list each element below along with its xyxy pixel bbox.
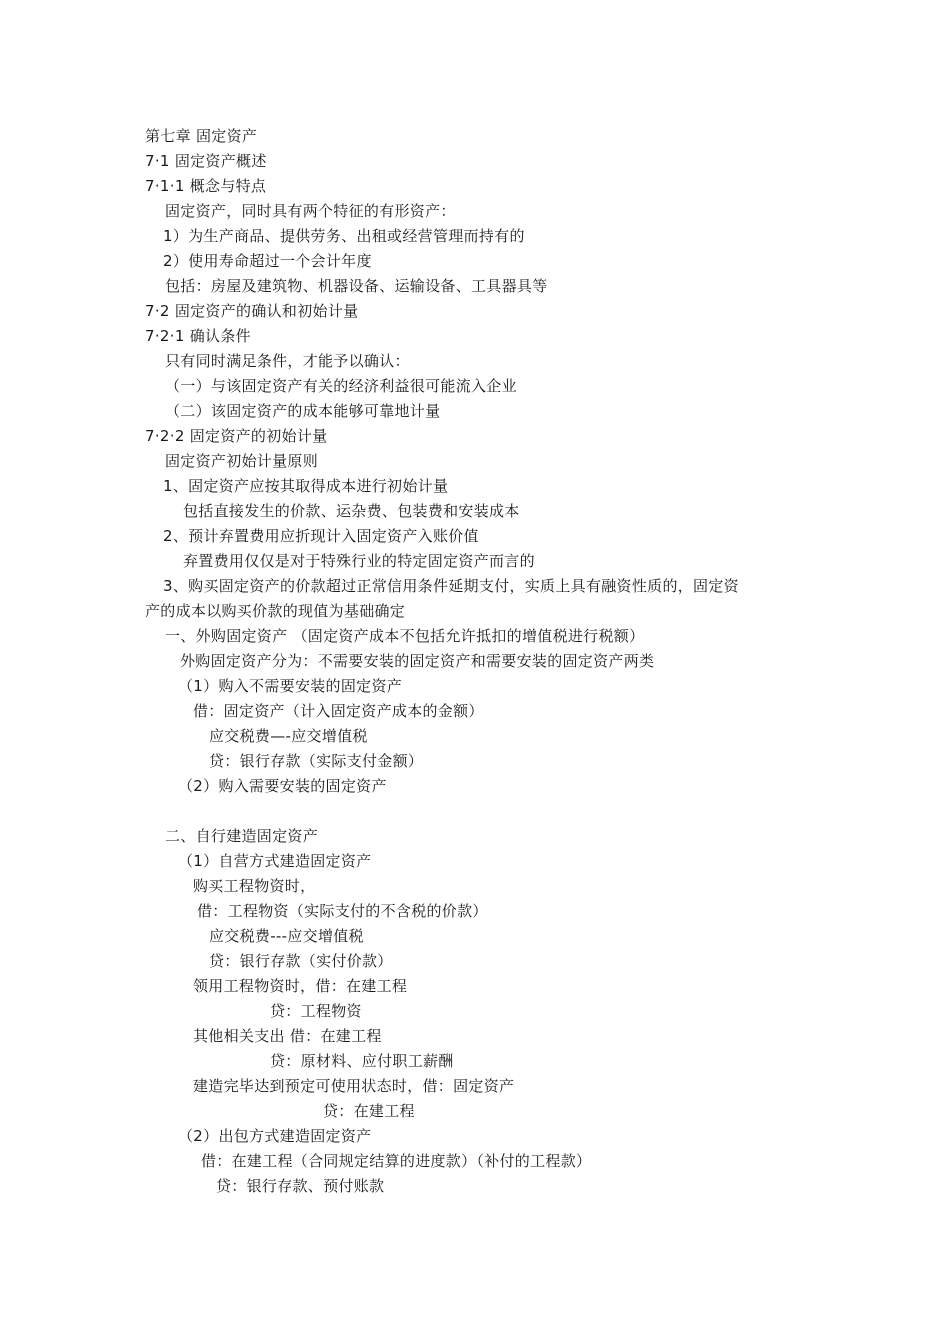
- journal-entry: 领用工程物资时，借：在建工程: [193, 977, 408, 995]
- section-heading: 7·1 固定资产概述: [145, 152, 267, 170]
- text-line: 固定资产，同时具有两个特征的有形资产：: [165, 202, 456, 220]
- text-line: 购买工程物资时，: [193, 877, 316, 895]
- journal-entry: 其他相关支出 借：在建工程: [193, 1027, 382, 1045]
- list-item: （2）出包方式建造固定资产: [178, 1127, 372, 1145]
- list-item: （1）自营方式建造固定资产: [178, 852, 372, 870]
- list-item: 1）为生产商品、提供劳务、出租或经营管理而持有的: [163, 227, 525, 245]
- journal-entry: 应交税费—-应交增值税: [209, 727, 368, 745]
- subsection-heading: 7·2·2 固定资产的初始计量: [145, 427, 328, 445]
- text-line: 产的成本以购买价款的现值为基础确定: [145, 602, 406, 620]
- list-item: （二）该固定资产的成本能够可靠地计量: [165, 402, 441, 420]
- list-item: 2）使用寿命超过一个会计年度: [163, 252, 372, 270]
- section-heading: 二、自行建造固定资产: [165, 827, 319, 845]
- text-line: 只有同时满足条件，才能予以确认：: [165, 352, 410, 370]
- list-item: 2、预计弃置费用应折现计入固定资产入账价值: [163, 527, 479, 545]
- journal-entry: 贷：在建工程: [323, 1102, 415, 1120]
- text-line: 外购固定资产分为：不需要安装的固定资产和需要安装的固定资产两类: [180, 652, 655, 670]
- journal-entry: 贷：原材料、应付职工薪酬: [270, 1052, 454, 1070]
- list-item: （2）购入需要安装的固定资产: [178, 777, 387, 795]
- journal-entry: 贷：工程物资: [270, 1002, 362, 1020]
- journal-entry: 借：工程物资（实际支付的不含税的价款）: [197, 902, 488, 920]
- chapter-title: 第七章 固定资产: [145, 127, 258, 145]
- section-heading: 一、外购固定资产 （固定资产成本不包括允许抵扣的增值税进行税额）: [165, 627, 645, 645]
- journal-entry: 贷：银行存款（实际支付金额）: [209, 752, 424, 770]
- journal-entry: 贷：银行存款（实付价款）: [209, 952, 393, 970]
- journal-entry: 贷：银行存款、预付账款: [216, 1177, 385, 1195]
- list-item: （1）购入不需要安装的固定资产: [178, 677, 403, 695]
- text-line: 弃置费用仅仅是对于特殊行业的特定固定资产而言的: [183, 552, 535, 570]
- list-item: 3、购买固定资产的价款超过正常信用条件延期支付，实质上具有融资性质的，固定资: [163, 577, 739, 595]
- subsection-heading: 7·1·1 概念与特点: [145, 177, 267, 195]
- journal-entry: 借：固定资产（计入固定资产成本的金额）: [193, 702, 484, 720]
- list-item: 1、固定资产应按其取得成本进行初始计量: [163, 477, 449, 495]
- list-item: （一）与该固定资产有关的经济利益很可能流入企业: [165, 377, 517, 395]
- journal-entry: 借：在建工程（合同规定结算的进度款）（补付的工程款）: [201, 1152, 592, 1170]
- text-line: 包括直接发生的价款、运杂费、包装费和安装成本: [183, 502, 520, 520]
- text-line: 固定资产初始计量原则: [165, 452, 319, 470]
- text-line: 包括：房屋及建筑物、机器设备、运输设备、工具器具等: [165, 277, 548, 295]
- journal-entry: 建造完毕达到预定可使用状态时，借：固定资产: [193, 1077, 515, 1095]
- section-heading: 7·2 固定资产的确认和初始计量: [145, 302, 359, 320]
- journal-entry: 应交税费---应交增值税: [209, 927, 364, 945]
- subsection-heading: 7·2·1 确认条件: [145, 327, 251, 345]
